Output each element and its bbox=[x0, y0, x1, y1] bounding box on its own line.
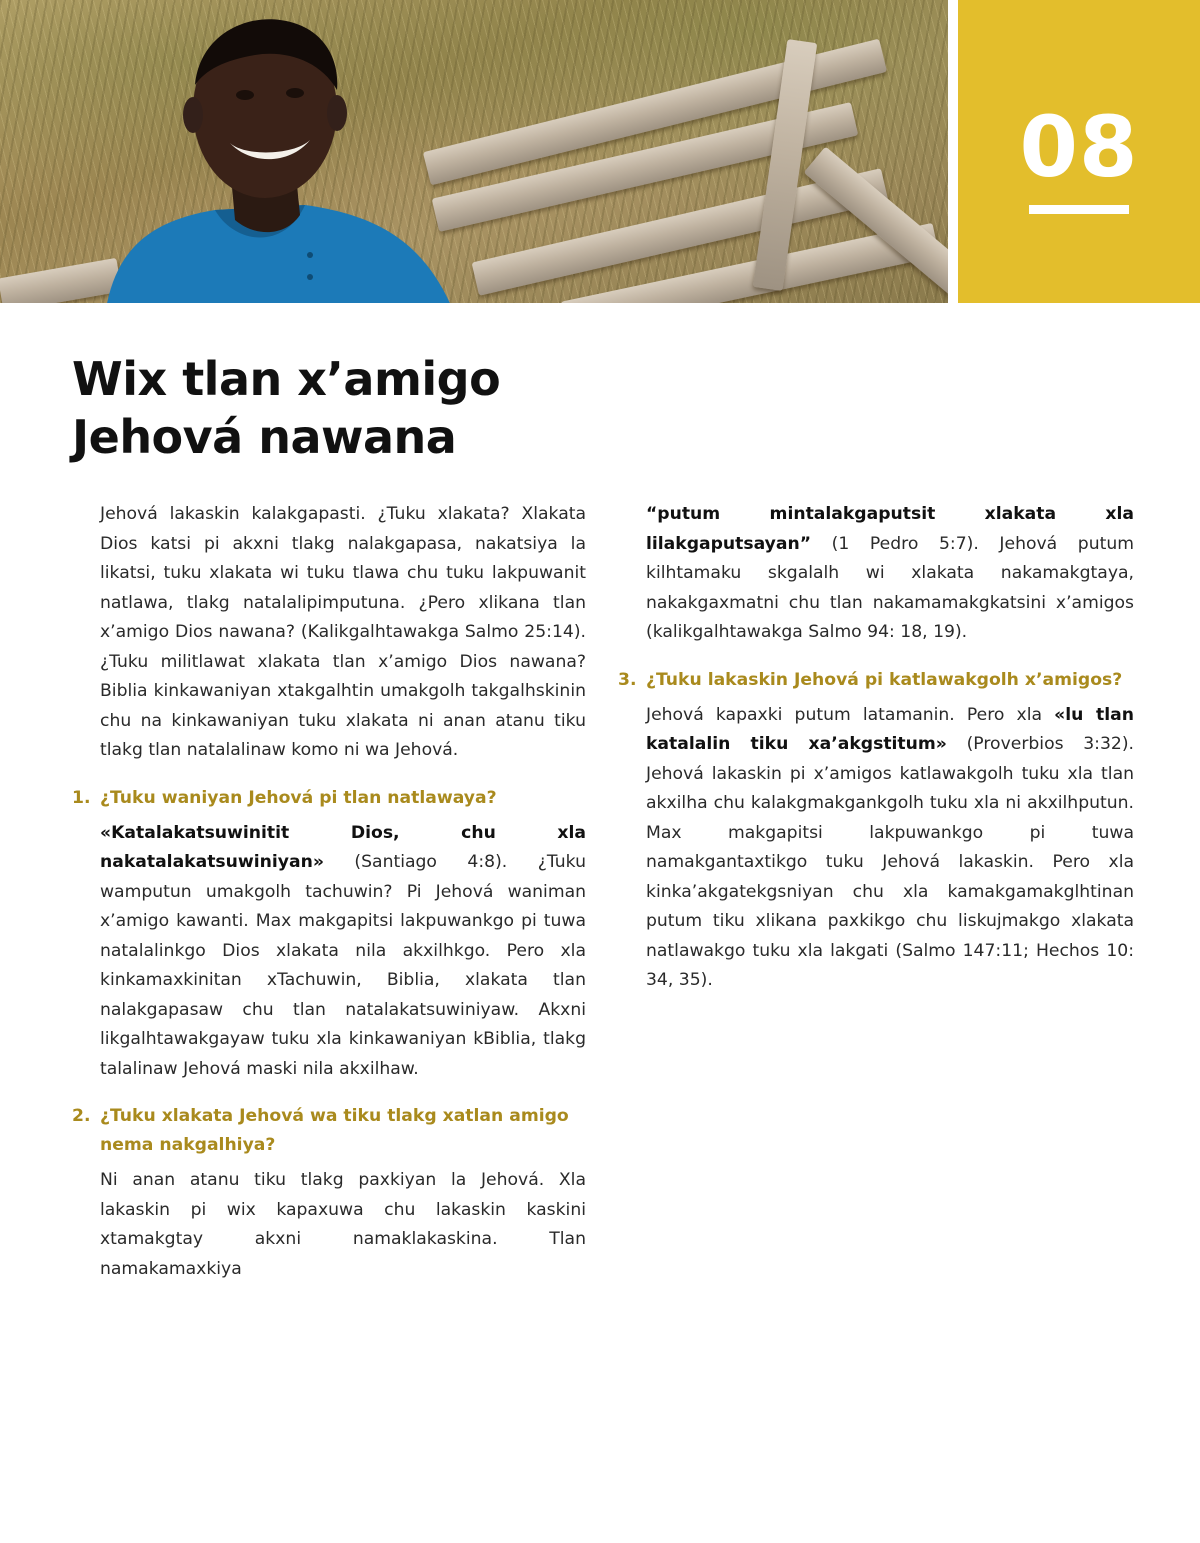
question-number: 1. bbox=[72, 787, 91, 808]
answer-3-paragraph bbox=[646, 701, 1134, 996]
answer-text: Jehová kapaxki putum latamanin. Pero xla bbox=[646, 704, 1055, 725]
question-1 bbox=[72, 784, 586, 813]
lesson-number-underline bbox=[1029, 205, 1129, 214]
answer-2-paragraph-end bbox=[646, 500, 1134, 648]
answer-text: (1 Pedro 5:7). Jehová putum kilhtamaku skgalalh wi xlakata nakamakgtaya, nakakgaxmatni chu tlan nakamamakgkatsini x’amigos (kalikgalhtawakga Salmo 94: 18, 19). bbox=[646, 533, 1134, 642]
left-column bbox=[72, 500, 586, 1284]
lesson-badge bbox=[958, 0, 1200, 303]
title-line-1: Wix tlan x’amigo bbox=[72, 352, 501, 406]
page-title bbox=[72, 350, 772, 466]
answer-1-paragraph bbox=[100, 819, 586, 1085]
question-2 bbox=[72, 1102, 586, 1160]
right-column bbox=[618, 500, 1134, 996]
question-text: ¿Tuku lakaskin Jehová pi katlawakgolh x’amigos? bbox=[646, 669, 1123, 690]
intro-paragraph: Jehová lakaskin kalakgapasti. ¿Tuku xlakata? Xlakata Dios katsi pi akxni tlakg nalakgapasa, nakatsiya la likatsi, tuku xlakata wi tuku tlawa chu tuku lakpuwanit natlawa, tlakg natalalipimputuna. ¿Pero xlikana tlan x’amigo Dios nawana? (Kalikgalhtawakga Salmo 25:14). ¿Tuku militlawat xlakata tlan x’amigo Dios nawana? Biblia kinkawaniyan xtakgalhtin umakgolh takgalhskinin chu na kinkawaniyan tuku xlakata ni anan atanu tiku tlakg tlan natalalinaw komo ni wa Jehová. bbox=[100, 504, 586, 760]
scripture-quote: «lu tlan katalalin tiku xa’akgstitum» bbox=[646, 704, 1134, 754]
question-text: ¿Tuku waniyan Jehová pi tlan natlawaya? bbox=[100, 787, 497, 808]
title-line-2: Jehová nawana bbox=[72, 410, 457, 464]
scripture-quote: “putum mintalakgaputsit xlakata xla lilakgaputsayan” bbox=[646, 504, 1134, 554]
question-text: ¿Tuku xlakata Jehová wa tiku tlakg xatlan amigo nema nakgalhiya? bbox=[100, 1106, 569, 1155]
question-number: 3. bbox=[618, 669, 637, 690]
answer-text: (Santiago 4:8). ¿Tuku wamputun umakgolh tachuwin? Pi Jehová waniman x’amigo kawanti. Max makgapitsi lakpuwankgo pi tuwa natalalinkgo Dios xlakata nila akxilhkgo. Pero xla kinkamaxkinitan xTachuwin, Biblia, xlakata tlan nalakgapasaw chu tlan natalakatsuwiniyaw. Akxni likgalhtawakgayaw tuku xla kinkawaniyan kBiblia, tlakg talalinaw Jehová maski nila akxilhaw. bbox=[100, 852, 586, 1079]
question-3 bbox=[618, 666, 1134, 695]
question-number: 2. bbox=[72, 1106, 91, 1126]
lesson-number: 08 bbox=[1019, 98, 1139, 196]
answer-2-paragraph-start bbox=[100, 1166, 586, 1284]
header-photo bbox=[0, 0, 948, 303]
scripture-quote: «Katalakatsuwinitit Dios, chu xla nakatalakatsuwiniyan» bbox=[100, 822, 586, 872]
answer-text: (Proverbios 3:32). Jehová lakaskin pi x’amigos katlawakgolh tuku xla tlan akxilha chu kalakgmakgankgolh tuku xla ni akxilhputun. Max makgapitsi lakpuwankgo pi tuwa namakgantaxtikgo tuku Jehová lakaskin. Pero xla kinka’akgatekgsniyan chu xla kamakgamakglhtinan putum tiku xlikana paxkikgo chu liskujmakgo xlakata natlawakgo tuku xla lakgati (Salmo 147:11; Hechos 10: 34, 35). bbox=[646, 734, 1134, 990]
answer-text: Ni anan atanu tiku tlakg paxkiyan la Jehová. Xla lakaskin pi wix kapaxuwa chu lakaskin kaskini xtamakgtay akxni namaklakaskina. Tlan namakamaxkiya bbox=[100, 1170, 586, 1279]
smiling-man-illustration bbox=[95, 15, 475, 303]
